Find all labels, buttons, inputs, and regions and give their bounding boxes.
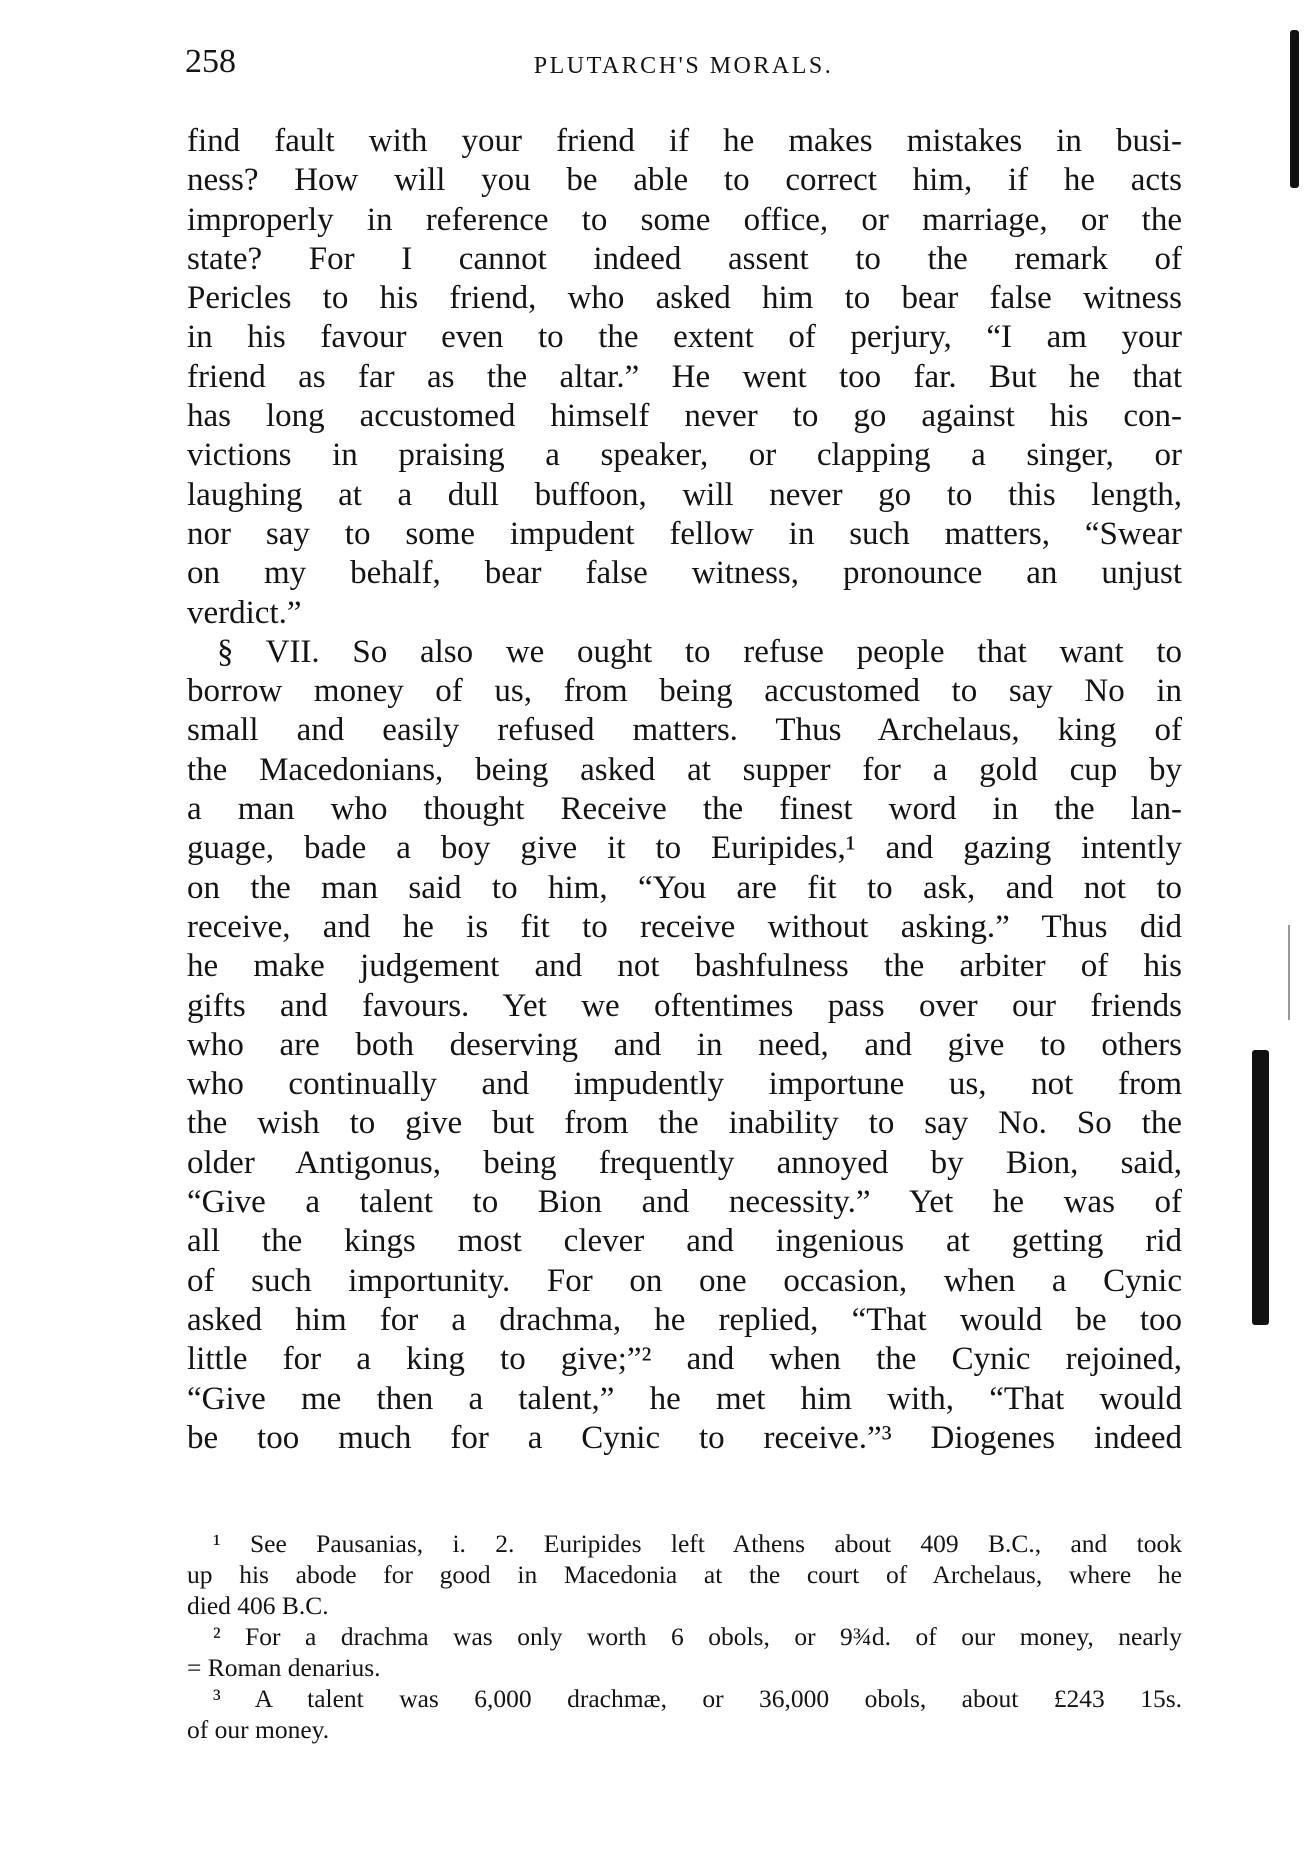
page-number: 258 <box>185 43 236 80</box>
footnote-line: died 406 B.C. <box>187 1591 329 1620</box>
body-text-line: laughing at a dull buffoon, will never go to this length, <box>187 476 1182 513</box>
body-text-line: “Give me then a talent,” he met him with, “That would <box>187 1380 1182 1417</box>
body-text-line: the wish to give but from the inability to say No. So the <box>187 1105 1182 1142</box>
scan-margin-mark <box>1288 925 1290 1020</box>
running-head: PLUTARCH'S MORALS. <box>533 53 834 79</box>
body-text-line: has long accustomed himself never to go against his con- <box>187 398 1182 435</box>
body-text-line: older Antigonus, being frequently annoyed by Bion, said, <box>187 1144 1182 1181</box>
body-text-line: asked him for a drachma, he replied, “That would be too <box>187 1301 1182 1338</box>
body-text-line: § VII. So also we ought to refuse people that want to <box>217 633 1182 670</box>
body-text-line: nor say to some impudent fellow in such matters, “Swear <box>187 515 1182 552</box>
body-text-line: receive, and he is fit to receive without asking.” Thus did <box>187 908 1182 945</box>
body-text-line: on my behalf, bear false witness, pronounce an unjust <box>187 555 1182 592</box>
footnotes <box>187 1528 1182 1745</box>
footnote-line: ² For a drachma was only worth 6 obols, or 9¾d. of our money, nearly <box>213 1622 1182 1651</box>
body-text-line: find fault with your friend if he makes mistakes in busi- <box>187 123 1182 159</box>
footnote-line: = Roman denarius. <box>187 1653 381 1682</box>
body-text-line: improperly in reference to some office, or marriage, or the <box>187 201 1182 238</box>
body-text-line: Pericles to his friend, who asked him to bear false witness <box>187 280 1182 317</box>
body-text-line: of such importunity. For on one occasion, when a Cynic <box>187 1262 1182 1299</box>
body-text-line: be too much for a Cynic to receive.”³ Diogenes indeed <box>187 1419 1182 1456</box>
footnote-line: ³ A talent was 6,000 drachmæ, or 36,000 obols, about £243 15s. <box>213 1684 1182 1713</box>
body-text-line: victions in praising a speaker, or clapping a singer, or <box>187 437 1182 474</box>
body-text-line: in his favour even to the extent of perjury, “I am your <box>187 319 1182 356</box>
body-text-line: verdict.” <box>187 594 302 631</box>
body-text-line: small and easily refused matters. Thus Archelaus, king of <box>187 712 1182 749</box>
body-text-line: friend as far as the altar.” He went too far. But he that <box>187 358 1182 395</box>
body-text <box>187 122 1182 1458</box>
body-text-line: guage, bade a boy give it to Euripides,¹ and gazing intently <box>187 830 1182 867</box>
body-text-line: he make judgement and not bashfulness the arbiter of his <box>187 948 1182 985</box>
body-text-line: ness? How will you be able to correct him, if he acts <box>187 162 1182 199</box>
body-text-line: borrow money of us, from being accustomed to say No in <box>187 673 1182 710</box>
scan-edge-mark-top <box>1290 30 1299 188</box>
page-header <box>185 40 1182 90</box>
body-text-line: who continually and impudently importune us, not from <box>187 1066 1182 1103</box>
body-text-line: state? For I cannot indeed assent to the remark of <box>187 240 1182 277</box>
footnote-line: of our money. <box>187 1715 330 1744</box>
footnote-line: ¹ See Pausanias, i. 2. Euripides left Athens about 409 B.C., and took <box>213 1529 1182 1558</box>
body-text-line: “Give a talent to Bion and necessity.” Yet he was of <box>187 1184 1182 1221</box>
body-text-line: a man who thought Receive the finest word in the lan- <box>187 791 1182 828</box>
scan-edge-mark-middle <box>1252 1050 1269 1325</box>
body-text-line: who are both deserving and in need, and give to others <box>187 1026 1182 1063</box>
body-text-line: gifts and favours. Yet we oftentimes pass over our friends <box>187 987 1182 1024</box>
footnote-line: up his abode for good in Macedonia at the court of Archelaus, where he <box>187 1560 1182 1589</box>
body-text-line: little for a king to give;”² and when the Cynic rejoined, <box>187 1341 1182 1378</box>
body-text-line: the Macedonians, being asked at supper for a gold cup by <box>187 751 1182 788</box>
body-text-line: on the man said to him, “You are fit to ask, and not to <box>187 869 1182 906</box>
body-text-line: all the kings most clever and ingenious at getting rid <box>187 1223 1182 1260</box>
